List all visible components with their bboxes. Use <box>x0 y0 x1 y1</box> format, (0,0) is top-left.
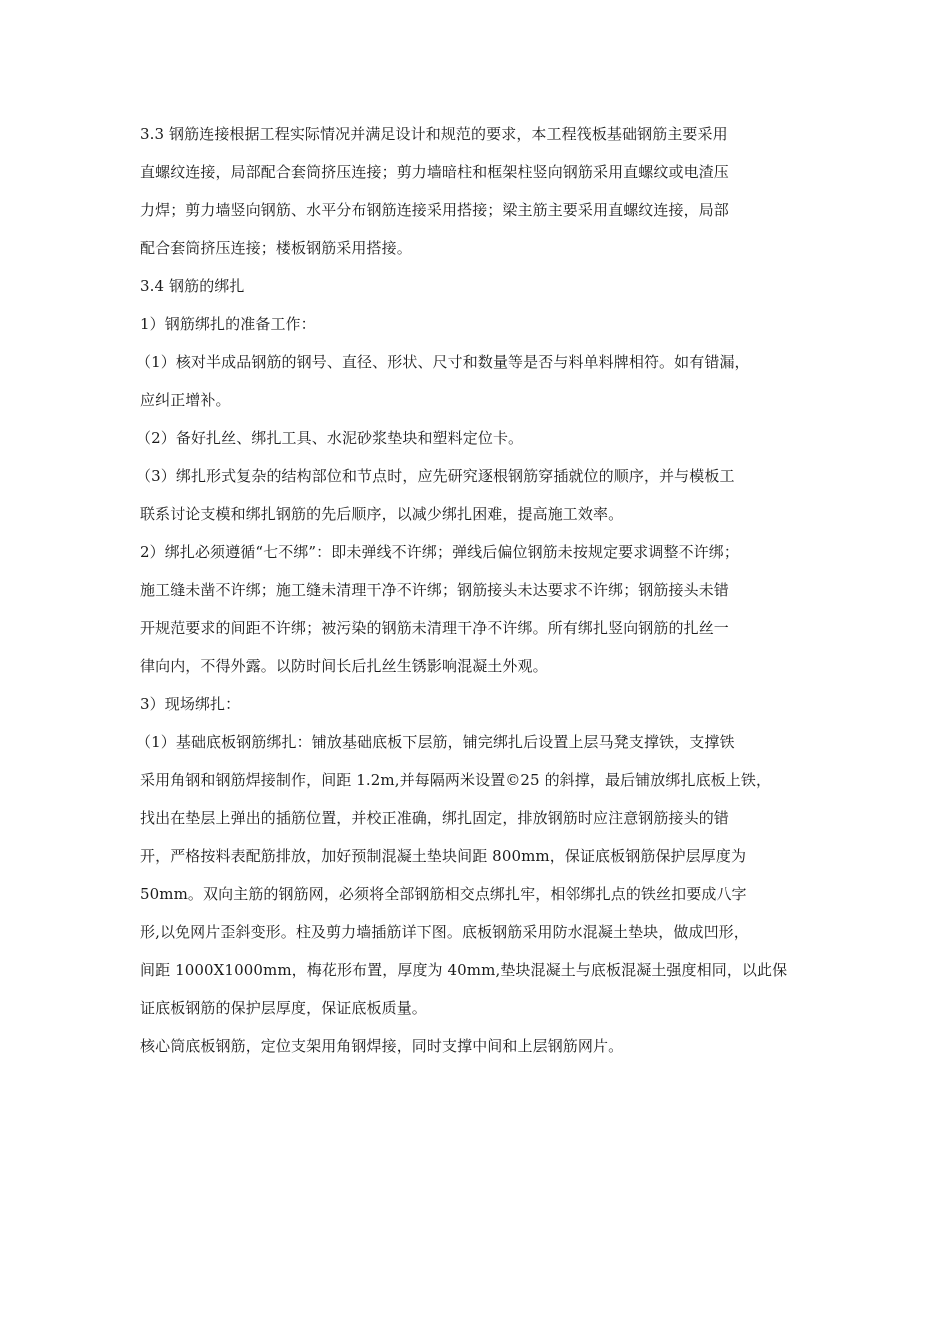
text-line: （1）基础底板钢筋绑扎：铺放基础底板下层筋，铺完绑扎后设置上层马凳支撑铁，支撑铁 <box>136 733 735 751</box>
text-line: 3.3 钢筋连接根据工程实际情况并满足设计和规范的要求，本工程筏板基础钢筋主要采用 <box>140 125 728 143</box>
text-line: （2）备好扎丝、绑扎工具、水泥砂浆垫块和塑料定位卡。 <box>136 429 524 447</box>
text-line: 力焊；剪力墙竖向钢筋、水平分布钢筋连接采用搭接；梁主筋主要采用直螺纹连接，局部 <box>140 201 729 219</box>
text-line: 直螺纹连接，局部配合套筒挤压连接；剪力墙暗柱和框架柱竖向钢筋采用直螺纹或电渣压 <box>140 163 729 181</box>
text-line: 间距 1000X1000mm，梅花形布置，厚度为 40mm,垫块混凝土与底板混凝土强度相同，以此保 <box>140 961 788 979</box>
subsection-heading: 3）现场绑扎： <box>140 695 241 713</box>
text-line: 施工缝未凿不许绑；施工缝未清理干净不许绑；钢筋接头未达要求不许绑；钢筋接头未错 <box>140 581 729 599</box>
text-line: 找出在垫层上弹出的插筋位置，并校正准确，绑扎固定，排放钢筋时应注意钢筋接头的错 <box>140 809 729 827</box>
text-line: 联系讨论支模和绑扎钢筋的先后顺序，以减少绑扎困难，提高施工效率。 <box>140 505 624 523</box>
text-line: （3）绑扎形式复杂的结构部位和节点时，应先研究逐根钢筋穿插就位的顺序，并与模板工 <box>136 467 735 485</box>
text-line: 形,以免网片歪斜变形。柱及剪力墙插筋详下图。底板钢筋采用防水混凝土垫块，做成凹形， <box>140 923 749 941</box>
subsection-heading: 1）钢筋绑扎的准备工作： <box>140 315 316 333</box>
text-line: 采用角钢和钢筋焊接制作，间距 1.2m,并每隔两米设置©25 的斜撑，最后铺放绑扎底板上铁， <box>140 771 772 789</box>
text-line: 应纠正增补。 <box>140 391 231 409</box>
text-line: 核心筒底板钢筋，定位支架用角钢焊接，同时支撑中间和上层钢筋网片。 <box>140 1037 624 1055</box>
text-line: 开，严格按料表配筋排放，加好预制混凝土垫块间距 800mm，保证底板钢筋保护层厚度为 <box>140 847 747 865</box>
text-line: 50mm。双向主筋的钢筋网，必须将全部钢筋相交点绑扎牢，相邻绑扎点的铁丝扣要成八字 <box>140 885 747 903</box>
text-line: （1）核对半成品钢筋的钢号、直径、形状、尺寸和数量等是否与料单料牌相符。如有错漏， <box>136 353 750 371</box>
text-line: 开规范要求的间距不许绑；被污染的钢筋未清理干净不许绑。所有绑扎竖向钢筋的扎丝一 <box>140 619 729 637</box>
subsection-heading: 2）绑扎必须遵循“七不绑”：即未弹线不许绑；弹线后偏位钢筋未按规定要求调整不许绑； <box>140 543 739 561</box>
section-heading: 3.4 钢筋的绑扎 <box>140 277 245 295</box>
text-line: 律向内，不得外露。以防时间长后扎丝生锈影响混凝土外观。 <box>140 657 548 675</box>
text-line: 证底板钢筋的保护层厚度，保证底板质量。 <box>140 999 427 1017</box>
text-line: 配合套筒挤压连接；楼板钢筋采用搭接。 <box>140 239 412 257</box>
